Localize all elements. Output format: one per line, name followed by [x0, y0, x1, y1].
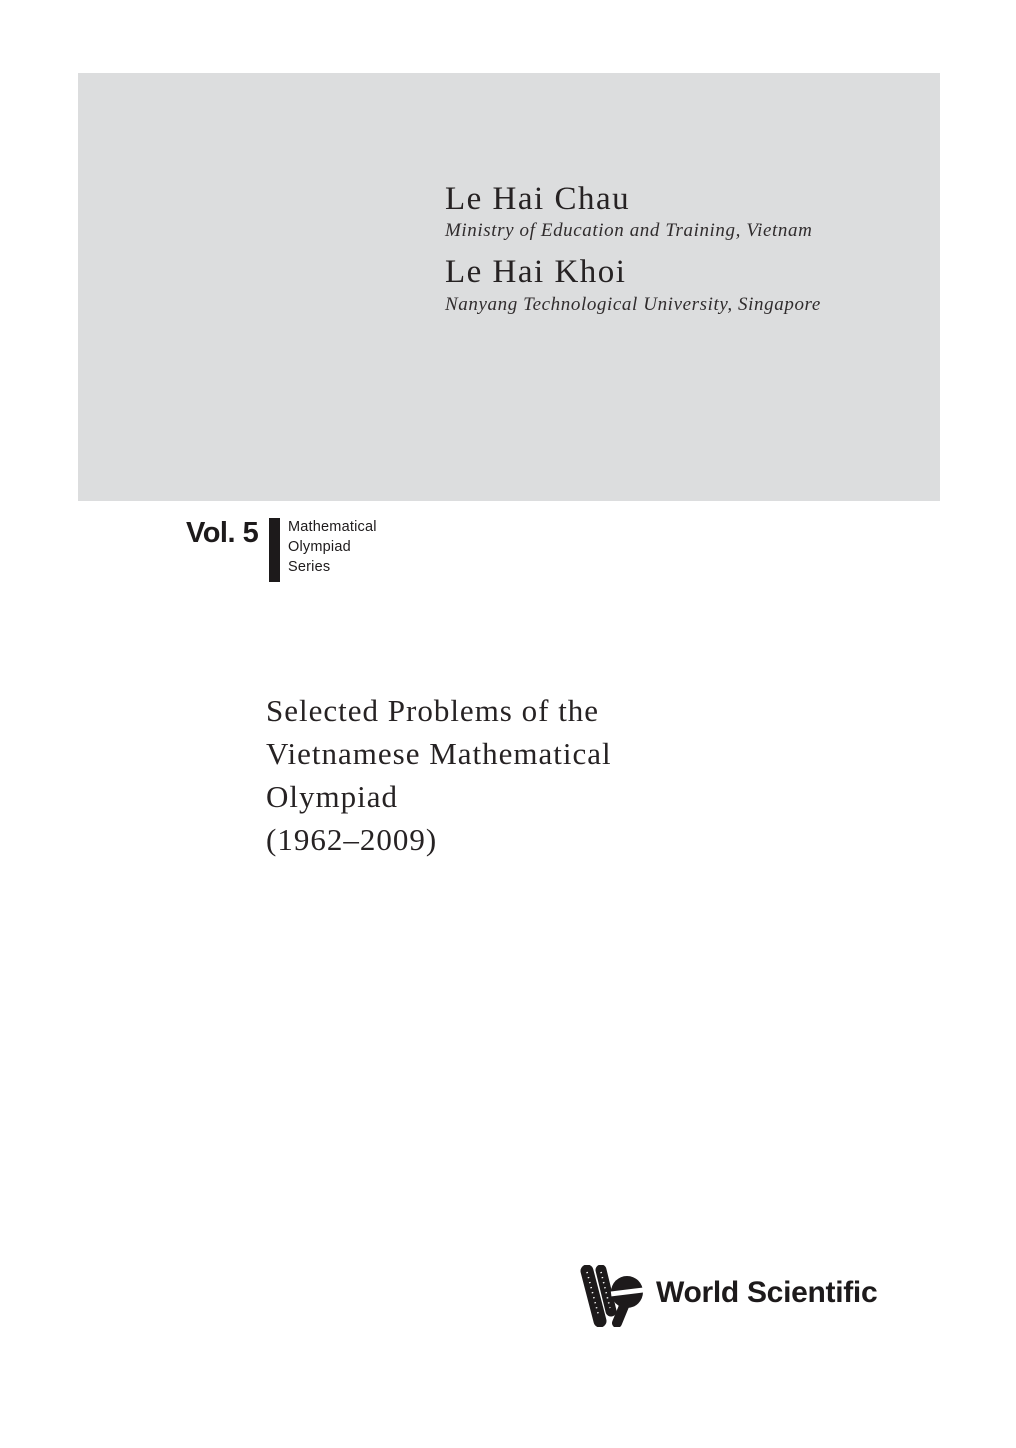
world-scientific-logo-icon: [577, 1265, 647, 1327]
publisher-name: World Scientific: [656, 1276, 878, 1309]
author-panel: [78, 73, 940, 501]
author-name-1: Le Hai Chau: [445, 181, 631, 217]
book-title: [266, 689, 612, 861]
book-title-line-1: Selected Problems of the: [266, 693, 600, 728]
series-divider-bar: [269, 518, 280, 582]
author-affiliation-1: Ministry of Education and Training, Vietnam: [445, 220, 813, 241]
series-name-line-2: Olympiad: [288, 539, 351, 555]
series-name-line-3: Series: [288, 559, 331, 575]
author-name-2: Le Hai Khoi: [445, 254, 627, 290]
publisher-block: [577, 1265, 877, 1327]
book-title-line-2: Vietnamese Mathematical: [266, 736, 612, 771]
series-name: [288, 517, 377, 577]
book-title-line-3: Olympiad: [266, 779, 398, 814]
series-name-line-1: Mathematical: [288, 519, 377, 535]
author-affiliation-2: Nanyang Technological University, Singapore: [445, 294, 821, 315]
series-volume-label: Vol. 5: [186, 517, 259, 549]
book-title-line-4: (1962–2009): [266, 822, 438, 857]
